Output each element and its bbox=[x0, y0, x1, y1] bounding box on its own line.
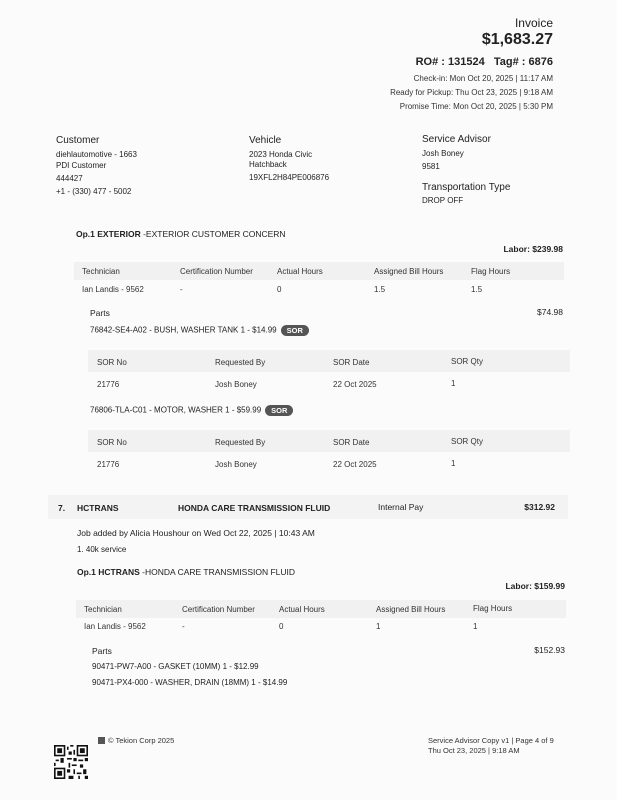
sor2-qty: 1 bbox=[451, 459, 456, 468]
customer-label: Customer bbox=[56, 135, 100, 146]
sor2-requested: Josh Boney bbox=[215, 460, 257, 469]
job7-th-flag: Flag Hours bbox=[473, 604, 513, 613]
advisor-label: Service Advisor bbox=[422, 134, 491, 145]
job7-added: Job added by Alicia Houshour on Wed Oct 22, 2025 | 10:43 AM bbox=[77, 528, 315, 538]
job7-tech-assigned: 1 bbox=[376, 622, 381, 631]
vehicle-label: Vehicle bbox=[249, 135, 282, 146]
job7-code: HCTRANS bbox=[77, 503, 119, 513]
ro-number: RO# : 131524 bbox=[415, 56, 485, 68]
job7-th-cert: Certification Number bbox=[182, 605, 255, 614]
sor-badge: SOR bbox=[281, 325, 309, 336]
op1-part2: 76806-TLA-C01 - MOTOR, WASHER 1 - $59.99 SOR bbox=[90, 405, 293, 416]
checkin-time: Check-in: Mon Oct 20, 2025 | 11:17 AM bbox=[413, 74, 553, 83]
op1-parts-label: Parts bbox=[90, 308, 110, 318]
vehicle-vin: 19XFL2H84PE006876 bbox=[249, 173, 330, 182]
sor2-th-no: SOR No bbox=[97, 438, 127, 447]
job7-th-technician: Technician bbox=[84, 605, 122, 614]
job7-note: 1. 40k service bbox=[77, 545, 127, 554]
op1-tech-actual: 0 bbox=[277, 285, 282, 294]
vehicle-model: 2023 Honda Civic bbox=[249, 150, 313, 159]
sor1-th-date: SOR Date bbox=[333, 358, 370, 367]
qr-code bbox=[54, 745, 88, 779]
ready-time: Ready for Pickup: Thu Oct 23, 2025 | 9:18 AM bbox=[390, 88, 553, 97]
job7-th-actual: Actual Hours bbox=[279, 605, 325, 614]
job7-tech-flag: 1 bbox=[473, 622, 478, 631]
job7-tech-name: Ian Landis - 9562 bbox=[84, 622, 146, 631]
op1-tech-flag: 1.5 bbox=[471, 285, 483, 294]
footer-date: Thu Oct 23, 2025 | 9:18 AM bbox=[428, 746, 520, 755]
sor2-header-band bbox=[88, 430, 570, 452]
sor2-th-qty: SOR Qty bbox=[451, 437, 484, 446]
customer-name: diehlautomotive - 1663 bbox=[56, 150, 137, 159]
invoice-total: $1,683.27 bbox=[481, 31, 553, 48]
copyright: © Tekion Corp 2025 bbox=[108, 736, 175, 745]
op1-part1: 76842-SE4-A02 - BUSH, WASHER TANK 1 - $14.99 SOR bbox=[90, 325, 309, 336]
sor1-th-qty: SOR Qty bbox=[451, 357, 484, 366]
op1-th-actual: Actual Hours bbox=[277, 267, 323, 276]
job7-tech-cert: - bbox=[182, 622, 185, 631]
op1-th-assigned: Assigned Bill Hours bbox=[374, 267, 444, 276]
sor2-th-date: SOR Date bbox=[333, 438, 370, 447]
op1-parts-total: $74.98 bbox=[537, 307, 563, 317]
sor1-header-band bbox=[88, 350, 570, 372]
op1-tech-name: Ian Landis - 9562 bbox=[82, 285, 144, 294]
job7-number: 7. bbox=[58, 503, 66, 513]
job7-desc: HONDA CARE TRANSMISSION FLUID bbox=[178, 503, 331, 513]
job7-th-assigned: Assigned Bill Hours bbox=[376, 605, 446, 614]
job7-part2: 90471-PX4-000 - WASHER, DRAIN (18MM) 1 - $14.99 bbox=[92, 678, 288, 687]
sor1-th-requested: Requested By bbox=[215, 358, 266, 367]
sor-badge: SOR bbox=[265, 405, 293, 416]
job7-amount: $312.92 bbox=[524, 502, 555, 512]
op1-th-technician: Technician bbox=[82, 267, 120, 276]
doc-type: Invoice bbox=[514, 16, 553, 30]
op1-title: Op.1 EXTERIOR -EXTERIOR CUSTOMER CONCERN bbox=[76, 229, 286, 239]
sor2-no: 21776 bbox=[97, 460, 120, 469]
sor1-requested: Josh Boney bbox=[215, 380, 257, 389]
transport-type: DROP OFF bbox=[422, 196, 464, 205]
sor1-qty: 1 bbox=[451, 379, 456, 388]
customer-id: 444427 bbox=[56, 174, 83, 183]
advisor-id: 9581 bbox=[422, 162, 440, 171]
job7-pay: Internal Pay bbox=[378, 502, 424, 512]
advisor-name: Josh Boney bbox=[422, 149, 464, 158]
job7-parts-label: Parts bbox=[92, 646, 112, 656]
job7-labor: Labor: $159.99 bbox=[505, 581, 565, 591]
sor1-date: 22 Oct 2025 bbox=[333, 380, 377, 389]
sor2-th-requested: Requested By bbox=[215, 438, 266, 447]
tag-number: Tag# : 6876 bbox=[493, 56, 553, 68]
job7-tech-actual: 0 bbox=[279, 622, 284, 631]
job7-op-title: Op.1 HCTRANS -HONDA CARE TRANSMISSION FLUID bbox=[77, 567, 296, 577]
op1-labor: Labor: $239.98 bbox=[503, 244, 563, 254]
customer-type: PDI Customer bbox=[56, 161, 107, 170]
sor1-no: 21776 bbox=[97, 380, 120, 389]
op1-th-flag: Flag Hours bbox=[471, 267, 511, 276]
job7-parts-total: $152.93 bbox=[534, 645, 565, 655]
customer-phone: +1 - (330) 477 - 5002 bbox=[56, 187, 132, 196]
op1-tech-cert: - bbox=[180, 285, 183, 294]
op1-tech-assigned: 1.5 bbox=[374, 285, 386, 294]
copy-info: Service Advisor Copy v1 | Page 4 of 9 bbox=[428, 736, 554, 745]
sor2-date: 22 Oct 2025 bbox=[333, 460, 377, 469]
transport-label: Transportation Type bbox=[422, 182, 511, 193]
op1-th-cert: Certification Number bbox=[180, 267, 253, 276]
promise-time: Promise Time: Mon Oct 20, 2025 | 5:30 PM bbox=[399, 102, 553, 111]
vehicle-body: Hatchback bbox=[249, 160, 287, 169]
ro-tag bbox=[416, 56, 553, 68]
sor1-th-no: SOR No bbox=[97, 358, 127, 367]
tekion-logo-icon bbox=[98, 737, 105, 744]
job7-part1: 90471-PW7-A00 - GASKET (10MM) 1 - $12.99 bbox=[92, 662, 259, 671]
